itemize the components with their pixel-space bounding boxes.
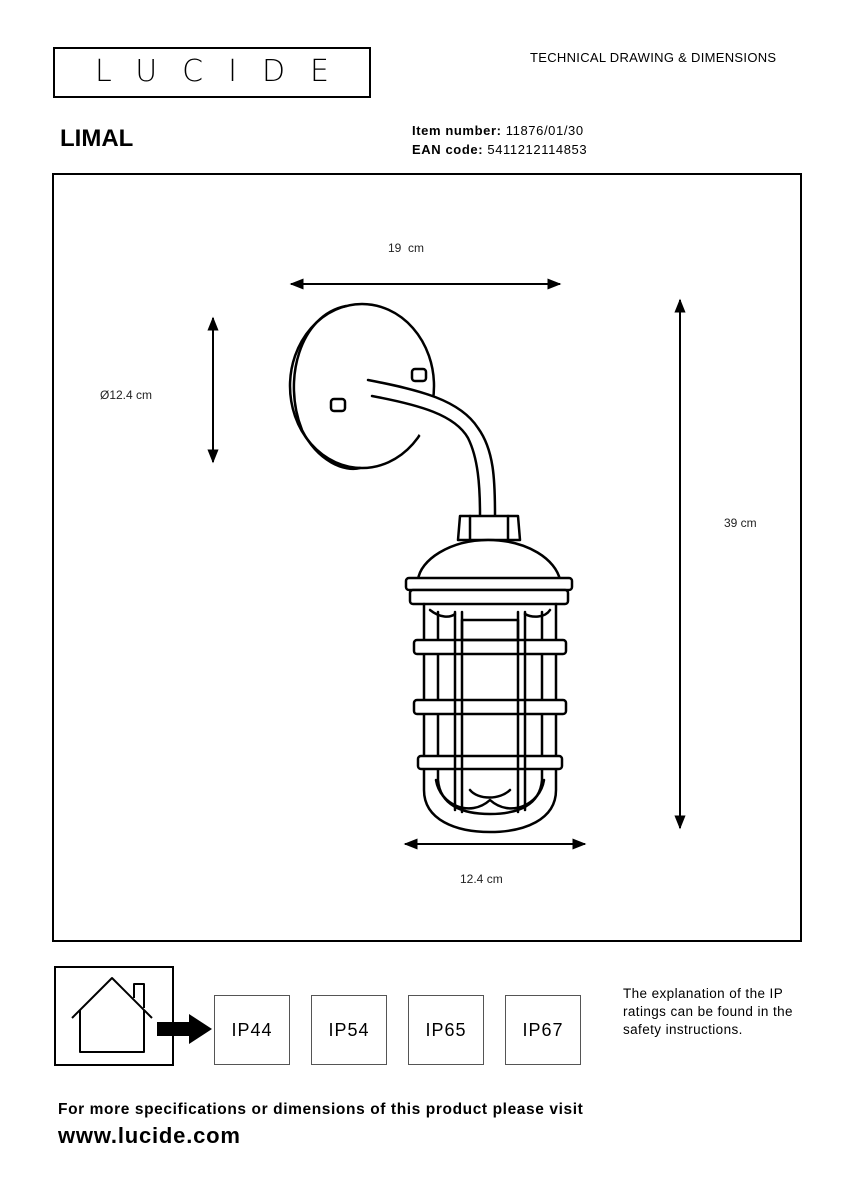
ean-code-value: 5411212114853 bbox=[487, 142, 588, 157]
website-link[interactable]: www.lucide.com bbox=[58, 1123, 241, 1148]
ip-rating-ip65: IP65 bbox=[408, 995, 484, 1065]
indoor-house-icon bbox=[54, 966, 220, 1068]
wall-lamp-illustration bbox=[290, 304, 572, 832]
item-number-value: 11876/01/30 bbox=[505, 123, 584, 138]
height-dimension-label: 39 cm bbox=[724, 516, 757, 530]
ip-rating-ip54: IP54 bbox=[311, 995, 387, 1065]
bottom-width-dimension-label: 12.4 cm bbox=[460, 872, 503, 886]
ip-rating-ip67: IP67 bbox=[505, 995, 581, 1065]
product-name: LIMAL bbox=[60, 125, 134, 152]
brand-logo: LUCIDE bbox=[94, 54, 355, 89]
diameter-dimension-label: Ø12.4 cm bbox=[100, 388, 153, 402]
width-dimension-label: 19 cm bbox=[388, 241, 425, 255]
arrow-right-icon bbox=[157, 1014, 212, 1044]
ip-rating-note: The explanation of the IP ratings can be found in the safety instructions. bbox=[623, 986, 793, 1037]
document-title: TECHNICAL DRAWING & DIMENSIONS bbox=[530, 50, 777, 65]
ean-code-label: EAN code: bbox=[412, 142, 484, 157]
footer-text: For more specifications or dimensions of this product please visit bbox=[58, 1101, 584, 1118]
item-number-label: Item number: bbox=[412, 123, 502, 138]
ip-rating-ip44: IP44 bbox=[214, 995, 290, 1065]
